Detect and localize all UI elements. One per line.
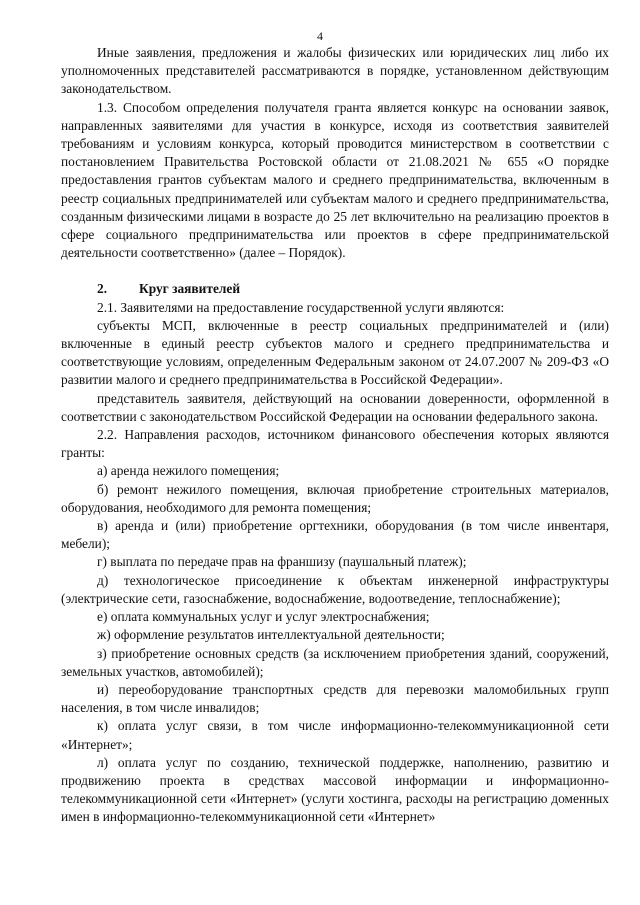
list-item-b: б) ремонт нежилого помещения, включая приобретение строительных материалов, оборудования, необходимого для ремонта помещения;: [61, 481, 609, 515]
paragraph-intro-1: Иные заявления, предложения и жалобы физических или юридических лиц либо их уполномоченных представителей рассматриваются в порядке, установленном действующим законодательством.: [61, 45, 609, 97]
list-item-e: е) оплата коммунальных услуг и услуг электроснабжения;: [97, 609, 430, 625]
list-item-a: а) аренда нежилого помещения;: [97, 463, 280, 479]
spacer: [61, 262, 609, 280]
list-item-l: л) оплата услуг по созданию, технической поддержке, наполнению, развитию и продвижению проекта в средствах массовой информации и информационно-телекоммуникационной сети «Интернет» (услуги хостинга, расходы на регистрацию доменных имен в информационно-телекоммуникационной сети «Интернет»: [61, 754, 609, 825]
list-item-g: г) выплата по передаче прав на франшизу (паушальный платеж);: [97, 554, 467, 570]
paragraph-1-3: 1.3. Способом определения получателя гранта является конкурс на основании заявок, направленных заявителями для участия в конкурсе, исходя из соответствия заявителей требованиям и условиям конкурса, который проводится министерством в соответствии с постановлением Правительства Ростовской области от 21.08.2021 № 655 «О порядке предоставления грантов субъектам малого и среднего предпринимательства, включенным в реестр социальных предпринимателей или субъектам малого и среднего предпринимательства, созданным физическими лицами в возрасте до 25 лет включительно на реализацию проектов в сфере социального предпринимательства или проектов в сфере предпринимательской деятельности соответственно» (далее – Порядок).: [61, 99, 609, 261]
list-item-d: д) технологическое присоединение к объектам инженерной инфраструктуры (электрические сети, газоснабжение, водоснабжение, водоотведение, теплоснабжение);: [61, 572, 609, 606]
page-number: 4: [317, 29, 323, 43]
list-item-v: в) аренда и (или) приобретение оргтехники, оборудования (в том числе инвентаря, мебели);: [61, 518, 609, 552]
list-item-i: и) переоборудование транспортных средств для перевозки маломобильных групп населения, в том числе инвалидов;: [61, 681, 609, 716]
list-item-zh: ж) оформление результатов интеллектуальной деятельности;: [97, 627, 445, 643]
section-heading: [61, 280, 609, 298]
list-item-k: к) оплата услуг связи, в том числе информационно-телекоммуникационной сети «Интернет»;: [61, 718, 609, 752]
list-item-z: з) приобретение основных средств (за исключением приобретения зданий, сооружений, земельных участков, автомобилей);: [61, 645, 609, 679]
section-number: 2.: [97, 281, 108, 297]
paragraph-2-1: 2.1. Заявителями на предоставление государственной услуги являются:: [97, 299, 505, 315]
paragraph-applicants-msp: субъекты МСП, включенные в реестр социальных предпринимателей и (или) включенные в единый реестр субъектов малого и среднего предпринимательства и соответствующие условиям, определенным Федеральным законом от 24.07.2007 № 209-ФЗ «О развитии малого и среднего предпринимательства в Российской Федерации».: [61, 317, 609, 388]
paragraph-2-2: 2.2. Направления расходов, источником финансового обеспечения которых являются гранты:: [61, 427, 609, 461]
section-title: Круг заявителей: [139, 281, 241, 297]
document-body: [61, 44, 609, 827]
paragraph-applicants-representative: представитель заявителя, действующий на основании доверенности, оформленной в соответствии с законодательством Российской Федерации на основании федерального закона.: [61, 390, 609, 424]
